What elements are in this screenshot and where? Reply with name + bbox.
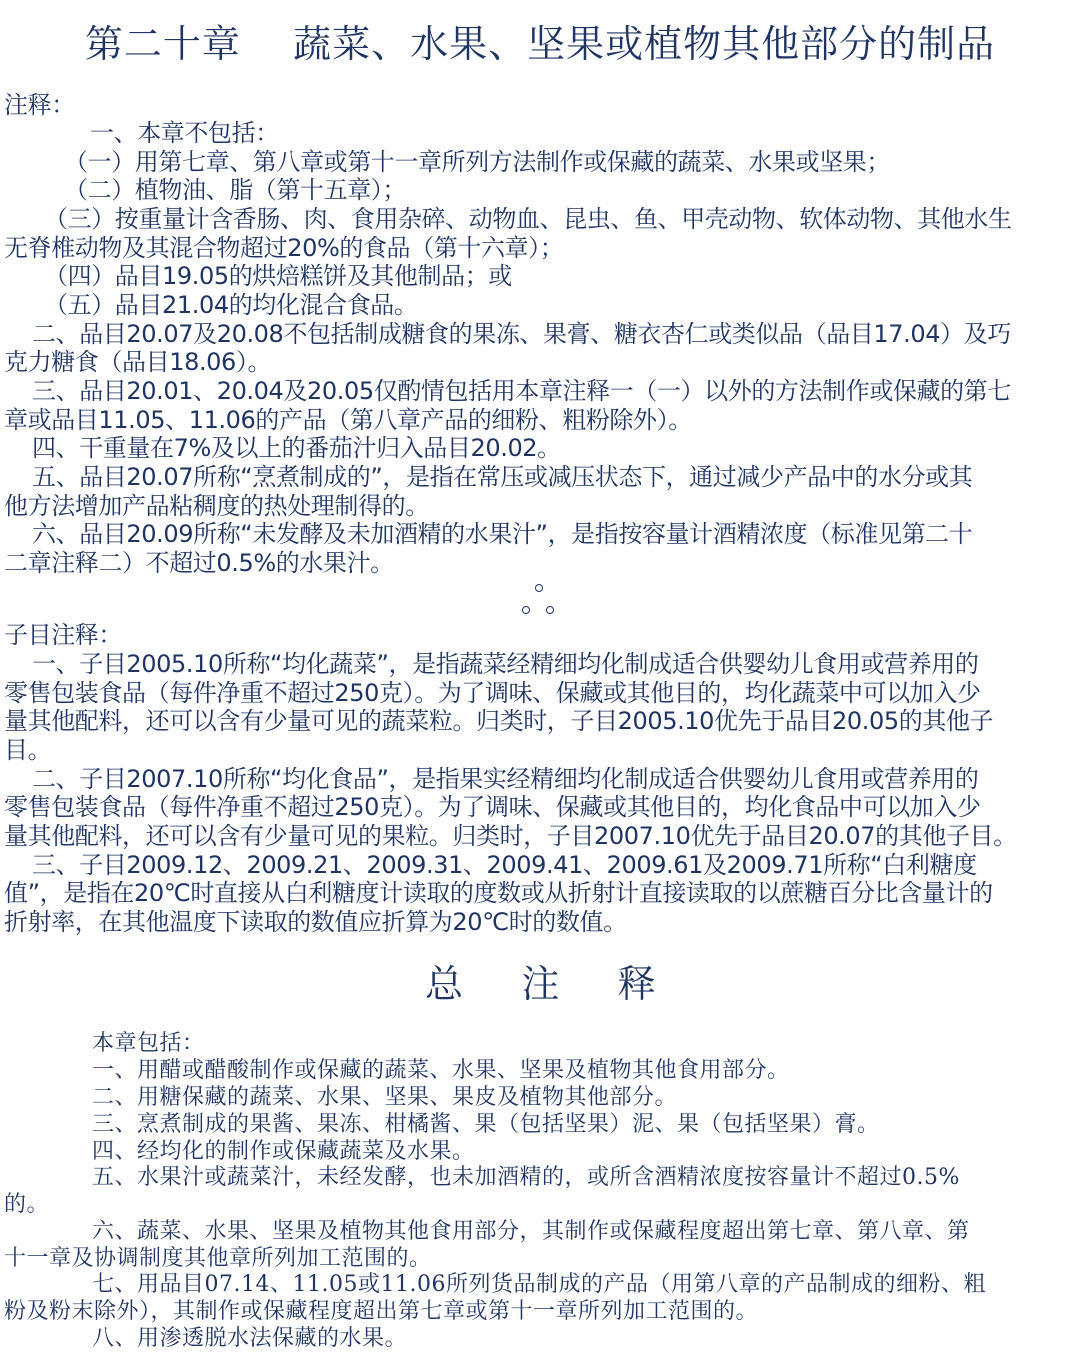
note-line: 五、品目20.07所称“烹煮制成的”，是指在常压或减压状态下，通过减少产品中的水分或其 — [32, 463, 973, 491]
note-line: 一、本章不包括： — [90, 119, 279, 147]
note-line: （四）品目19.05的烘焙糕饼及其他制品；或 — [44, 262, 512, 290]
general-notes-heading: 总 注 释 — [425, 962, 658, 1006]
note-line: 章或品目11.05、11.06的产品（第八章产品的细粉、粗粉除外）。 — [4, 406, 692, 434]
subheading-note-line: 零售包装食品（每件净重不超过250克）。为了调味、保藏或其他目的，均化蔬菜中可以加入少 — [4, 679, 981, 707]
general-note-line: 四、经均化的制作或保藏蔬菜及水果。 — [92, 1139, 475, 1164]
general-note-line: 八、用渗透脱水法保藏的水果。 — [92, 1326, 408, 1351]
chapter-title: 第二十章 蔬菜、水果、坚果或植物其他部分的制品 — [84, 22, 996, 66]
separator-dots — [510, 578, 570, 618]
general-note-line: 一、用醋或醋酸制作或保藏的蔬菜、水果、坚果及植物其他食用部分。 — [92, 1058, 790, 1083]
note-line: （二）植物油、脂（第十五章）； — [64, 176, 406, 204]
separator-dot — [522, 606, 530, 614]
subheading-note-line: 折射率，在其他温度下读取的数值应折算为20℃时的数值。 — [4, 908, 627, 936]
note-line: 二章注释二）不超过0.5%的水果汁。 — [4, 549, 394, 577]
subheading-note-line: 三、子目2009.12、2009.21、2009.31、2009.41、2009.61及2009.71所称“白利糖度 — [32, 851, 977, 879]
general-note-line: 十一章及协调制度其他章所列加工范围的。 — [4, 1246, 432, 1271]
note-line: （三）按重量计含香肠、肉、食用杂碎、动物血、昆虫、鱼、甲壳动物、软体动物、其他水生 — [44, 205, 1012, 233]
note-line: 他方法增加产品粘稠度的热处理制得的。 — [4, 492, 429, 520]
subheading-note-line: 一、子目2005.10所称“均化蔬菜”，是指蔬菜经精细均化制成适合供婴幼儿食用或营养用的 — [32, 650, 979, 678]
general-note-line: 本章包括： — [92, 1031, 205, 1056]
general-note-line: 二、用糖保藏的蔬菜、水果、坚果、果皮及植物其他部分。 — [92, 1085, 678, 1110]
separator-dot — [535, 584, 543, 592]
note-line: 四、干重量在7%及以上的番茄汁归入品目20.02。 — [32, 434, 561, 462]
note-line: 二、品目20.07及20.08不包括制成糖食的果冻、果膏、糖衣杏仁或类似品（品目17.04）及巧 — [32, 320, 1011, 348]
subheading-note-line: 二、子目2007.10所称“均化食品”，是指果实经精细均化制成适合供婴幼儿食用或营养用的 — [32, 765, 979, 793]
subheading-note-line: 目。 — [4, 736, 52, 764]
subheading-note-line: 量其他配料，还可以含有少量可见的蔬菜粒。归类时，子目2005.10优先于品目20.05的其他子 — [4, 707, 994, 735]
general-note-line: 七、用品目07.14、11.05或11.06所列货品制成的产品（用第八章的产品制成的细粉、粗 — [92, 1272, 986, 1297]
subheading-note-line: 零售包装食品（每件净重不超过250克）。为了调味、保藏或其他目的，均化食品中可以加入少 — [4, 793, 981, 821]
note-line: 无脊椎动物及其混合物超过20%的食品（第十六章）； — [4, 234, 564, 262]
subheading-note-line: 值”，是指在20℃时直接从白利糖度计读取的度数或从折射计直接读取的以蔗糖百分比含量计的 — [4, 879, 993, 907]
notes-heading: 注释： — [4, 91, 75, 119]
subheading-notes-heading: 子目注释： — [4, 621, 122, 649]
general-note-line: 三、烹煮制成的果酱、果冻、柑橘酱、果（包括坚果）泥、果（包括坚果）膏。 — [92, 1112, 880, 1137]
general-note-line: 五、水果汁或蔬菜汁，未经发酵，也未加酒精的，或所含酒精浓度按容量计不超过0.5% — [92, 1165, 960, 1190]
note-line: （一）用第七章、第八章或第十一章所列方法制作或保藏的蔬菜、水果或坚果； — [64, 148, 890, 176]
note-line: 三、品目20.01、20.04及20.05仅酌情包括用本章注释一（一）以外的方法制作或保藏的第七 — [32, 377, 1011, 405]
separator-dot — [546, 606, 554, 614]
general-note-line: 的。 — [4, 1192, 50, 1217]
subheading-note-line: 量其他配料，还可以含有少量可见的果粒。归类时，子目2007.10优先于品目20.07的其他子目。 — [4, 822, 1017, 850]
note-line: 克力糖食（品目18.06）。 — [4, 348, 272, 376]
note-line: 六、品目20.09所称“未发酵及未加酒精的水果汁”，是指按容量计酒精浓度（标准见第二十 — [32, 520, 973, 548]
note-line: （五）品目21.04的均化混合食品。 — [44, 291, 418, 319]
general-note-line: 六、蔬菜、水果、坚果及植物其他食用部分，其制作或保藏程度超出第七章、第八章、第 — [92, 1219, 970, 1244]
general-note-line: 粉及粉末除外），其制作或保藏程度超出第七章或第十一章所列加工范围的。 — [4, 1299, 759, 1324]
